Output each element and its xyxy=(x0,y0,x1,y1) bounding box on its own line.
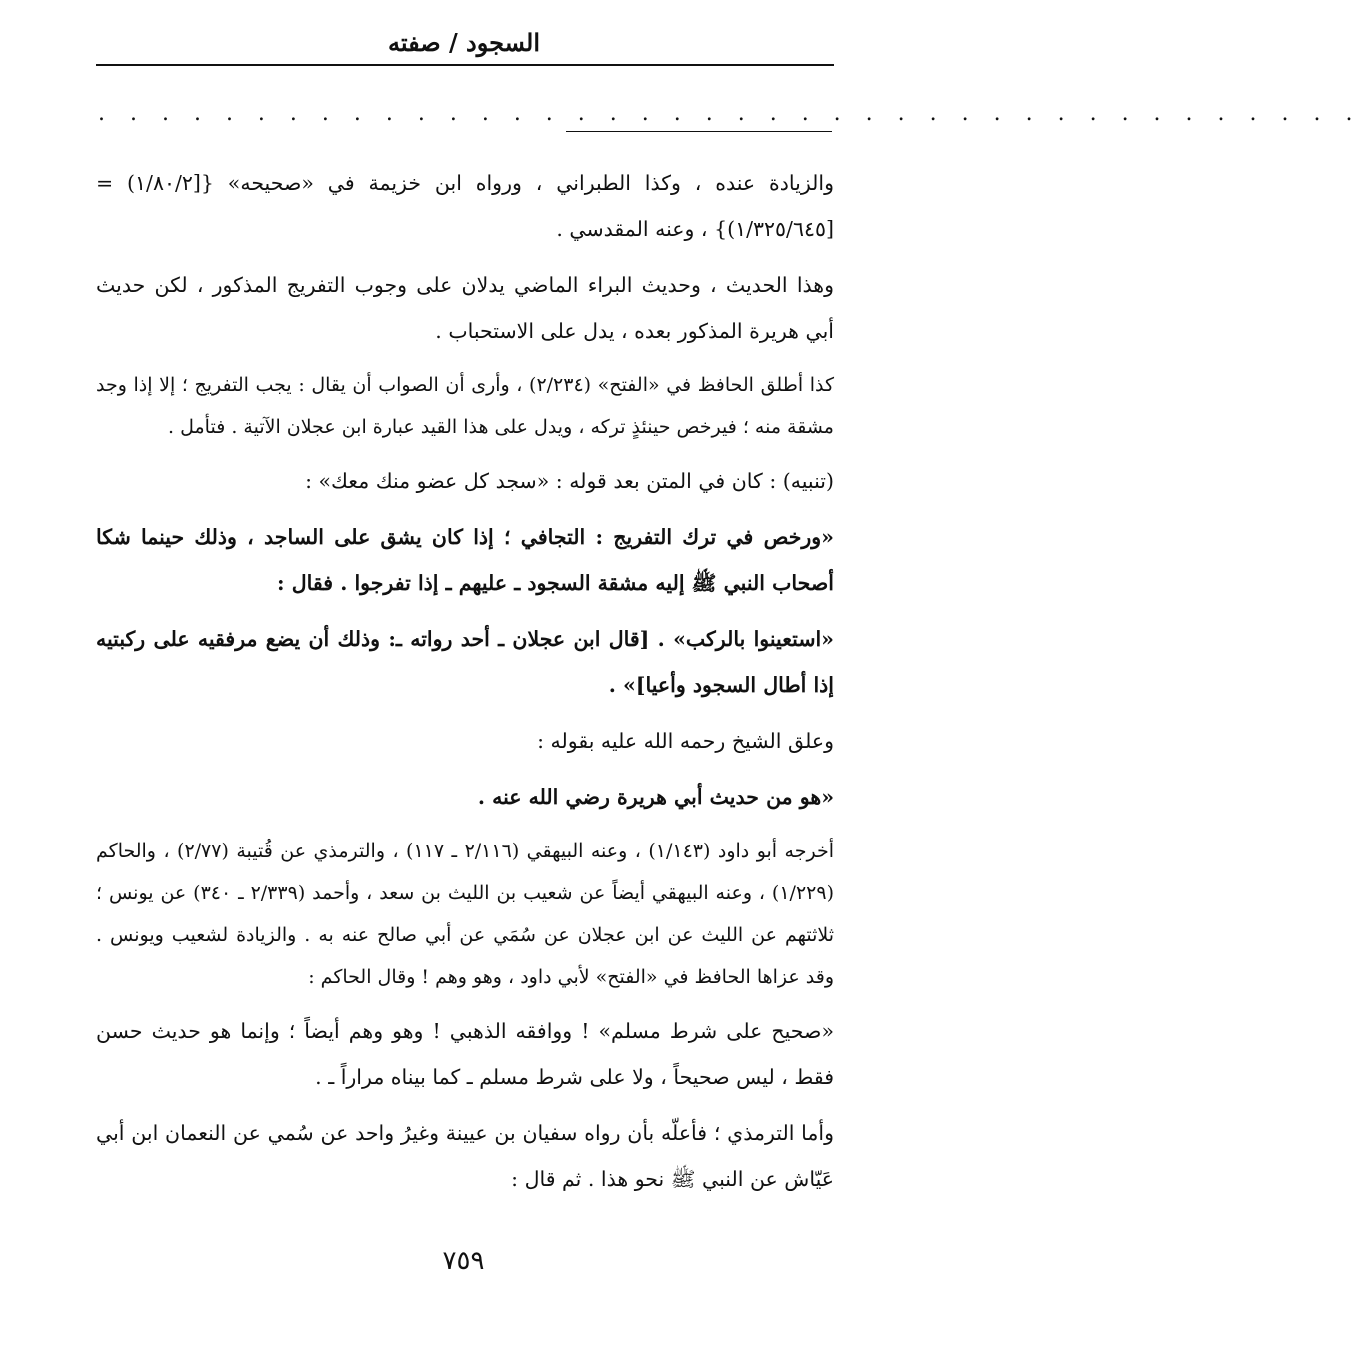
paragraph-quote: «استعينوا بالركب» . [قال ابن عجلان ـ أحد رواته ـ: وذلك أن يضع مرفقيه على ركبتيه إذا أطال السجود وأعيا]» . xyxy=(96,627,834,697)
paragraph: (تنبيه) : كان في المتن بعد قوله : «سجد كل عضو منك معك» : xyxy=(305,469,834,493)
paragraph: كذا أطلق الحافظ في «الفتح» (٢/٢٣٤) ، وأرى أن الصواب أن يقال : يجب التفريج ؛ إلا إذا وجد مشقة منه ؛ فيرخص حينئذٍ تركه ، ويدل على هذا القيد عبارة ابن عجلان الآتية . فتأمل . xyxy=(96,374,834,438)
ellipsis-separator: . . . . . . . . . . . . . . . . . . . . . . . . . . . . . . . . . . . . . . . . xyxy=(98,101,1361,126)
paragraph: وأما الترمذي ؛ فأعلّه بأن رواه سفيان بن عيينة وغيرُ واحد عن سُمي عن النعمان ابن أبي عَيّاش عن النبي ﷺ نحو هذا . ثم قال : xyxy=(96,1121,834,1191)
paragraph: وعلق الشيخ رحمه الله عليه بقوله : xyxy=(537,729,834,753)
paragraph: وهذا الحديث ، وحديث البراء الماضي يدلان على وجوب التفريج المذكور ، لكن حديث أبي هريرة المذكور بعده ، يدل على الاستحباب . xyxy=(96,273,834,343)
header-rule xyxy=(96,64,834,66)
footnote-rule xyxy=(566,131,832,132)
paragraph-quote: «هو من حديث أبي هريرة رضي الله عنه . xyxy=(477,785,834,809)
main-text xyxy=(96,160,834,1212)
paragraph: أخرجه أبو داود (١/١٤٣) ، وعنه البيهقي (٢/١١٦ ـ ١١٧) ، والترمذي عن قُتيبة (٢/٧٧) ، والحاكم (١/٢٢٩) ، وعنه البيهقي أيضاً عن شعيب بن الليث بن سعد ، وأحمد (٢/٣٣٩ ـ ٣٤٠) عن يونس ؛ ثلاثتهم عن الليث عن ابن عجلان عن سُمَي عن أبي صالح عنه به . والزيادة لشعيب ويونس . وقد عزاها الحافظ في «الفتح» لأبي داود ، وهو وهم ! وقال الحاكم : xyxy=(96,840,834,988)
running-header-title: السجود / صفته xyxy=(387,28,541,57)
paragraph-quote: «ورخص في ترك التفريج : التجافي ؛ إذا كان يشق على الساجد ، وذلك حينما شكا أصحاب النبي ﷺ إليه مشقة السجود ـ عليهم ـ إذا تفرجوا . فقال : xyxy=(96,525,834,595)
paragraph: «صحيح على شرط مسلم» ! ووافقه الذهبي ! وهو وهم أيضاً ؛ وإنما هو حديث حسن فقط ، ليس صحيحاً ، ولا على شرط مسلم ـ كما بيناه مراراً ـ . xyxy=(96,1019,834,1089)
paragraph: والزيادة عنده ، وكذا الطبراني ، ورواه ابن خزيمة في «صحيحه» {[١/٨٠/٢) = [١/٣٢٥/٦٤٥)} ، وعنه المقدسي . xyxy=(96,171,834,241)
page-number: ٧٥٩ xyxy=(442,1246,485,1276)
